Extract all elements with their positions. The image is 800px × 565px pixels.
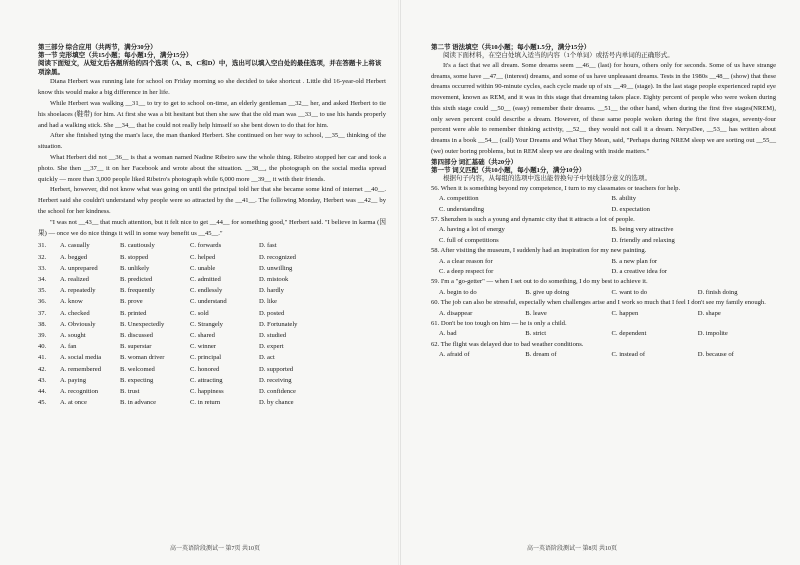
option-a: A. a clear reason for — [439, 257, 493, 265]
part4-instructions: 根据句子内容，从每组的选项中选出能替换句子中划线部分意义的选项。 — [443, 175, 651, 183]
vocab-questions — [431, 184, 776, 361]
option-d: D. unwilling — [259, 264, 293, 272]
option-number: 44. — [38, 388, 47, 395]
option-row — [431, 329, 776, 339]
option-a: A. Obviously — [60, 320, 96, 328]
option-b: B. cautiously — [120, 242, 155, 250]
option-a: A. begin to do — [439, 288, 477, 296]
option-number: 38. — [38, 320, 47, 328]
section-title-cloze: 第一节 完形填空（共15小题；每小题1分，满分15分） — [38, 52, 193, 60]
option-d: D. friendly and relaxing — [611, 236, 675, 244]
option-b: B. leave — [525, 309, 547, 317]
option-number: 40. — [38, 343, 47, 351]
option-a: A. having a lot of energy — [439, 226, 505, 234]
option-row — [38, 397, 386, 408]
option-c: C. understand — [190, 298, 227, 306]
option-c: C. a deep respect for — [439, 268, 494, 276]
option-b: B. prove — [120, 298, 143, 306]
option-row — [431, 350, 776, 360]
option-c: C. understanding — [439, 205, 485, 213]
vocab-question — [431, 246, 776, 277]
option-c: C. Strangely — [190, 320, 223, 328]
option-row — [431, 288, 776, 298]
option-c: C. attracting — [190, 376, 223, 384]
option-d: D. Fortunately — [259, 320, 298, 328]
option-c: C. honored — [190, 365, 220, 373]
vocab-question — [431, 319, 776, 340]
part4-title: 第四部分 词汇基础（共20分） — [431, 158, 518, 166]
option-c: C. forwards — [190, 242, 222, 250]
option-b: B. discussed — [120, 331, 153, 339]
option-c: C. dependent — [611, 330, 647, 338]
option-b: B. ability — [611, 195, 637, 203]
option-c: C. want to do — [611, 288, 648, 296]
grammar-paragraph: It's a fact that we all dream. Some dreams seem __46__ (last) for hours, others only for seconds. Some of us have strange dreams, some have __47__ (interest) dreams, and some of us have unpleasant dreams. Tests in the 1980s __48__ (show) that these dreams occurred within 90-minute cycles, each cycle made up of six __49__ (stage). In the last stage people experienced rapid eye movement, known as REM, and it was in this stage that dreaming takes place. Eighty percent of people who were woken during this sixth stage could __50__ (easy) remember their dreams. __51__ the other hand, when during the first five stages(NREM), only seven percent could describe a dream. However, of these same people woken during the first five stages, seventy-four percent were able to remember thinking activity, __52__ they would not call it a dream. NerysDee, __53__ has written about dreams in a book __54__ (call) Your Dreams and What They Mean, said, "Perhaps during NREM sleep we are sorting out __55__ (we) outer boring problems, but in REM sleep we are dealing with inside matters." — [431, 61, 776, 156]
option-a: A. at once — [60, 399, 87, 407]
page-footer: 高一英语阶段测试一 第8页 共10页 — [527, 546, 618, 552]
cloze-paragraph: "I was not __43__ that much attention, but it felt nice to get __44__ for something good," Herbert said. "I believe in karma (因果) — once we do nice things it will in some way benefit us __45__." — [38, 218, 386, 237]
option-d: D. expectation — [611, 205, 650, 213]
cloze-paragraph: What Herbert did not __36__ is that a woman named Nadine Ribeiro saw the whole thing. Ribeiro stopped her car and took a photo. She then __37__ it on her Facebook and wrote about the situation. __38__, the photograph on the social media spread quickly — more than 3,000 people liked Ribeiro's photograph while 6,000 more __39__ it with their friends. — [38, 153, 386, 183]
vocab-question — [431, 277, 776, 298]
option-row — [38, 274, 386, 285]
vocab-question — [431, 340, 776, 361]
option-c: C. happen — [611, 309, 639, 317]
option-row — [38, 252, 386, 263]
option-number: 33. — [38, 264, 47, 272]
option-c: C. sold — [190, 309, 209, 317]
option-number: 31. — [38, 242, 47, 250]
option-a: A. know — [60, 298, 83, 306]
option-row — [431, 267, 776, 277]
option-b: B. predicted — [120, 275, 153, 283]
option-row — [38, 240, 386, 251]
option-a: A. checked — [60, 309, 90, 317]
option-row — [38, 386, 386, 397]
question-stem: 58. After visiting the museum, I suddenly had an inspiration for my new painting. — [431, 247, 647, 255]
option-c: C. admitted — [190, 275, 221, 283]
option-d: D. receiving — [259, 376, 292, 384]
option-b: B. trust — [120, 388, 140, 395]
option-number: 32. — [38, 253, 47, 261]
option-row — [38, 296, 386, 307]
page-footer: 高一英语阶段测试一 第7页 共10页 — [170, 546, 261, 552]
option-row — [431, 205, 776, 215]
option-d: D. posted — [259, 309, 285, 317]
option-d: D. confidence — [259, 388, 296, 395]
option-number: 43. — [38, 376, 47, 384]
option-row — [431, 257, 776, 267]
option-a: A. paying — [60, 376, 87, 384]
option-row — [38, 364, 386, 375]
option-number: 37. — [38, 309, 47, 317]
option-number: 35. — [38, 287, 47, 295]
option-a: A. recognition — [60, 388, 99, 395]
option-row — [431, 194, 776, 204]
option-row — [38, 341, 386, 352]
option-a: A. repeatedly — [60, 287, 96, 295]
option-row — [38, 263, 386, 274]
option-b: B. expecting — [120, 376, 154, 384]
option-d: D. like — [259, 298, 277, 306]
option-a: A. bad — [439, 330, 457, 338]
option-number: 36. — [38, 298, 47, 306]
option-row — [431, 309, 776, 319]
option-d: D. supported — [259, 365, 294, 373]
option-d: D. hardly — [259, 287, 284, 295]
option-b: B. welcomed — [120, 365, 155, 373]
option-number: 41. — [38, 354, 47, 362]
cloze-paragraph: While Herbert was walking __31__ to try to get to school on-time, an elderly gentleman __32__ her, and asked Herbert to tie his shoelaces (鞋带) for him. At first she was a bit hesitant but then she saw that the old man was __33__ to use his hands properly and had a walking stick. She __34__ that he could not really help himself so she bent down to do that for him. — [38, 100, 386, 129]
option-number: 34. — [38, 275, 47, 283]
option-d: D. a creative idea for — [611, 268, 667, 276]
option-c: C. happiness — [190, 388, 224, 395]
option-c: C. full of competitions — [439, 236, 499, 244]
option-b: B. strict — [525, 330, 547, 338]
option-a: A. afraid of — [439, 351, 470, 359]
question-stem: 60. The job can also be stressful, especially when challenges arise and I work so much that I feel I don't see my family enough. — [431, 299, 766, 307]
option-c: C. instead of — [611, 351, 646, 359]
option-b: B. a new plan for — [611, 257, 658, 265]
option-a: A. competition — [439, 195, 479, 203]
option-b: B. stopped — [120, 253, 149, 261]
cloze-instructions: 阅读下面短文，从短文后各题所给的四个选项（A、B、C和D）中，选出可以填入空白处的最佳选项，并在答题卡上将该项涂黑。 — [38, 60, 382, 76]
grammar-instructions: 阅读下面材料，在空白处填入适当的内容（1个单词）或括号内单词的正确形式。 — [443, 52, 674, 60]
option-a: A. unprepared — [60, 264, 98, 272]
option-c: C. helped — [190, 253, 216, 261]
right-page — [400, 0, 800, 565]
option-row — [38, 352, 386, 363]
option-a: A. disappear — [439, 309, 473, 317]
cloze-paragraph: Diana Herbert was running late for school on Friday morning so she decided to take shortcut . Little did 16-year-old Herbert know this would make a big difference in her life. — [38, 78, 386, 97]
cloze-passage — [38, 77, 386, 239]
option-d: D. fast — [259, 242, 277, 250]
option-a: A. remembered — [60, 365, 102, 373]
option-row — [431, 225, 776, 235]
question-stem: 62. The flight was delayed due to bad weather conditions. — [431, 340, 584, 348]
option-c: C. endlessly — [190, 287, 223, 295]
option-b: B. frequently — [120, 287, 155, 295]
option-d: D. finish doing — [697, 288, 738, 296]
option-b: B. unlikely — [120, 264, 150, 272]
option-d: D. because of — [697, 351, 734, 359]
question-stem: 59. I'm a "go-getter" — when I set out to do something, I do my best to achieve it. — [431, 278, 648, 286]
option-d: D. shape — [697, 309, 721, 317]
question-stem: 57. Shenzhen is such a young and dynamic city that it attracts a lot of people. — [431, 216, 635, 223]
option-c: C. shared — [190, 331, 215, 339]
option-c: C. in return — [190, 399, 221, 407]
option-row — [38, 308, 386, 319]
part4-section-title: 第一节 词义匹配（共10小题，每小题1分，满分10分） — [431, 167, 586, 175]
vocab-question — [431, 298, 776, 319]
option-c: C. principal — [190, 354, 222, 362]
option-row — [38, 319, 386, 330]
cloze-options — [38, 240, 386, 408]
option-b: B. give up doing — [525, 288, 570, 296]
option-d: D. expert — [259, 343, 284, 351]
cloze-paragraph: Herbert, however, did not know what was going on until the principal told her that she became some kind of internet __40__. Herbert said she couldn't understand why people were so attracted by the __41__. The following Monday, Herbert was __42__ by the school for her kindness. — [38, 186, 386, 215]
option-row — [38, 330, 386, 341]
option-d: D. impolite — [697, 330, 728, 338]
option-a: A. begged — [60, 253, 88, 261]
vocab-question — [431, 215, 776, 246]
option-b: B. dream of — [525, 351, 557, 359]
option-b: B. woman driver — [120, 354, 165, 362]
option-b: B. superstar — [120, 343, 152, 351]
option-row — [38, 375, 386, 386]
grammar-passage — [431, 61, 776, 158]
option-d: D. by chance — [259, 399, 294, 407]
vocab-question — [431, 184, 776, 215]
option-d: D. studied — [259, 331, 287, 339]
cloze-paragraph: After she finished tying the man's lace, the man thanked Herbert. She continued on her way to school, __35__ thinking of the situation. — [38, 132, 386, 151]
part-title: 第三部分 综合应用（共两节，满分30分） — [38, 44, 157, 51]
question-stem: 56. When it is something beyond my competence, I turn to my classmates or teachers for help. — [431, 184, 681, 192]
option-b: B. in advance — [120, 399, 157, 407]
section-title-grammar: 第二节 语法填空（共10小题；每小题1.5分，满分15分） — [431, 44, 591, 51]
option-b: B. Unexpectedly — [120, 320, 165, 328]
option-a: A. realized — [60, 275, 89, 283]
option-a: A. fan — [60, 343, 77, 351]
option-row — [431, 236, 776, 246]
option-number: 39. — [38, 331, 47, 339]
option-c: C. unable — [190, 264, 216, 272]
option-b: B. being very attractive — [611, 226, 674, 234]
option-d: D. act — [259, 354, 275, 362]
option-a: A. casually — [60, 242, 90, 250]
option-row — [38, 285, 386, 296]
question-stem: 61. Don't be too tough on him — he is only a child. — [431, 320, 567, 328]
option-number: 42. — [38, 365, 47, 373]
option-number: 45. — [38, 399, 47, 407]
option-a: A. sought — [60, 331, 86, 339]
option-b: B. printed — [120, 309, 147, 317]
option-a: A. social media — [60, 354, 102, 362]
option-d: D. mistook — [259, 275, 289, 283]
option-d: D. recognized — [259, 253, 296, 261]
option-c: C. winner — [190, 343, 217, 351]
